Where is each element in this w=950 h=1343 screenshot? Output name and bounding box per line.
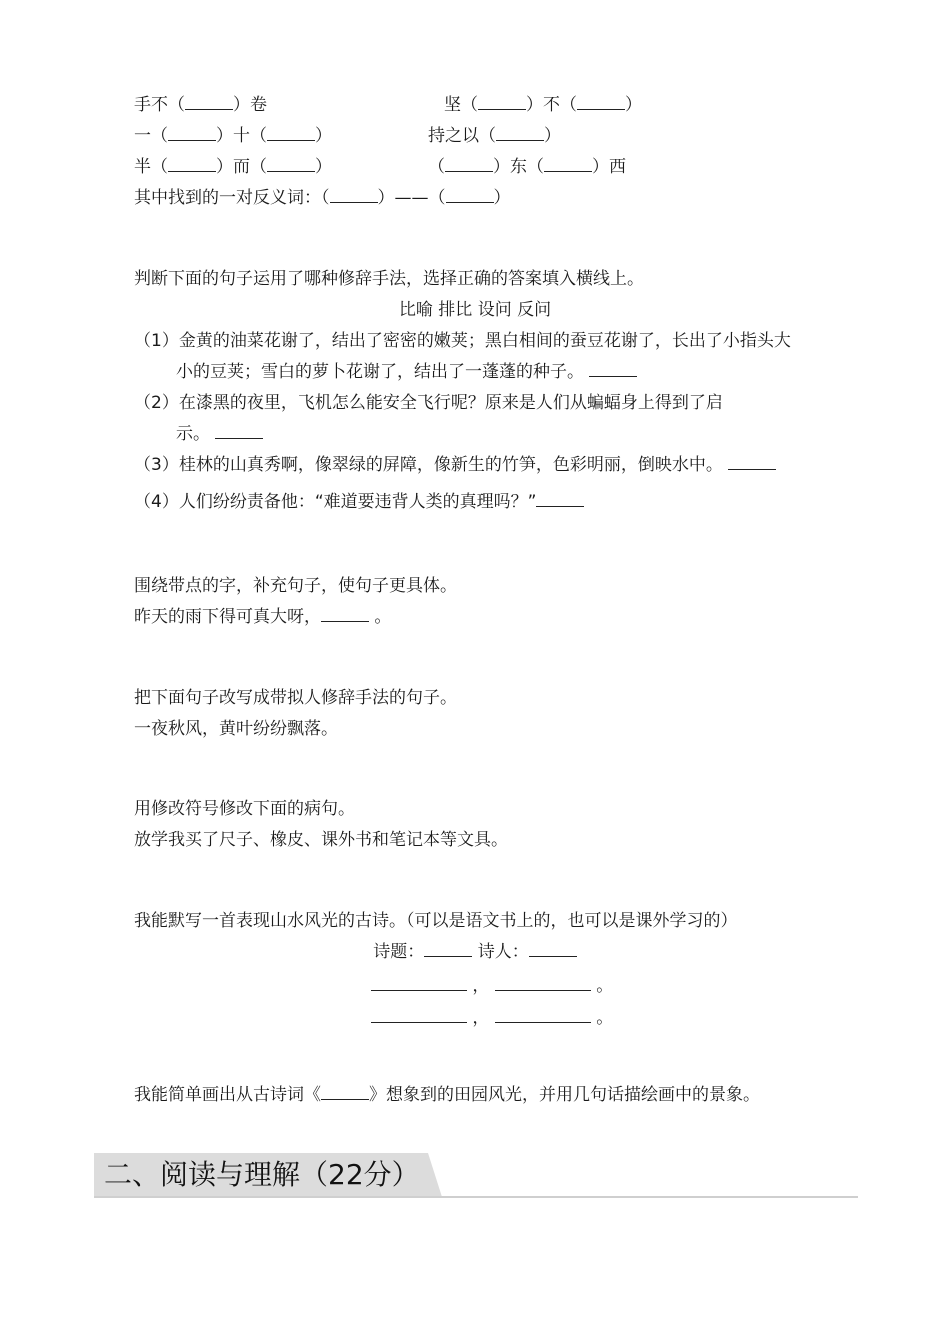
answer-blank[interactable] <box>330 188 378 203</box>
answer-blank[interactable] <box>215 424 263 439</box>
answer-blank[interactable] <box>589 362 637 377</box>
rhetoric-options: 比喻 排比 设问 反问 <box>398 300 552 320</box>
answer-blank[interactable] <box>728 455 776 470</box>
idiom-item-2: 坚（ ）不（ ） <box>444 95 642 115</box>
personification-instruction: 把下面句子改写成带拟人修辞手法的句子。 <box>134 688 457 708</box>
poem-poet-blank[interactable] <box>529 942 577 957</box>
answer-blank[interactable] <box>185 95 233 110</box>
answer-blank[interactable] <box>267 157 315 172</box>
poem-line-1: ， 。 <box>371 975 613 997</box>
correction-sentence: 放学我买了尺子、橡皮、课外书和笔记本等文具。 <box>134 830 508 850</box>
poem-title-blank[interactable] <box>424 942 472 957</box>
rhetoric-question-1-line-1: （1）金黄的油菜花谢了，结出了密密的嫩荚；黑白相间的蚕豆花谢了，长出了小指头大 <box>134 331 791 351</box>
answer-blank[interactable] <box>445 157 493 172</box>
correction-instruction: 用修改符号修改下面的病句。 <box>134 799 355 819</box>
answer-blank[interactable] <box>495 1008 591 1023</box>
rhetoric-question-3: （3）桂林的山真秀啊，像翠绿的屏障，像新生的竹笋，色彩明丽，倒映水中。 <box>134 454 776 476</box>
section-divider <box>94 1196 858 1198</box>
rhetoric-instruction: 判断下面的句子运用了哪种修辞手法，选择正确的答案填入横线上。 <box>134 269 644 289</box>
answer-blank[interactable] <box>495 976 591 991</box>
rhetoric-question-2-line-1: （2）在漆黑的夜里，飞机怎么能安全飞行呢？原来是人们从蝙蝠身上得到了启 <box>134 393 723 413</box>
rhetoric-question-2-line-2: 示。 <box>176 423 263 445</box>
answer-blank[interactable] <box>371 1008 467 1023</box>
supplement-instruction: 围绕带点的字，补充句子，使句子更具体。 <box>134 576 457 596</box>
rhetoric-question-4: （4）人们纷纷责备他：“难道要违背人类的真理吗？” <box>134 491 584 513</box>
personification-sentence: 一夜秋风，黄叶纷纷飘落。 <box>134 719 338 739</box>
idiom-item-4: 持之以（ ） <box>428 126 561 146</box>
poem-instruction: 我能默写一首表现山水风光的古诗。（可以是语文书上的，也可以是课外学习的） <box>134 911 738 931</box>
idiom-item-5: 半（ ）而（ ） <box>134 157 332 177</box>
answer-blank[interactable] <box>544 157 592 172</box>
answer-blank[interactable] <box>371 976 467 991</box>
answer-blank[interactable] <box>446 188 494 203</box>
answer-blank[interactable] <box>536 492 584 507</box>
poem-title-line: 诗题： 诗人： <box>0 941 950 963</box>
section-title: 二、阅读与理解（22分） <box>104 1158 420 1191</box>
answer-blank[interactable] <box>321 1085 369 1100</box>
antonym-line: 其中找到的一对反义词：（ ）——（ ） <box>134 188 511 208</box>
idiom-item-3: 一（ ）十（ ） <box>134 126 332 146</box>
drawing-instruction: 我能简单画出从古诗词《 》想象到的田园风光，并用几句话描绘画中的景象。 <box>134 1085 760 1105</box>
idiom-item-1: 手不（ ）卷 <box>134 95 267 115</box>
answer-blank[interactable] <box>267 126 315 141</box>
answer-blank[interactable] <box>478 95 526 110</box>
idiom-item-6: （ ）东（ ）西 <box>428 157 626 177</box>
poem-line-2: ， 。 <box>371 1007 613 1029</box>
answer-blank[interactable] <box>496 126 544 141</box>
answer-blank[interactable] <box>577 95 625 110</box>
rhetoric-question-1-line-2: 小的豆荚；雪白的萝卜花谢了，结出了一蓬蓬的种子。 <box>176 361 637 383</box>
supplement-sentence: 昨天的雨下得可真大呀， 。 <box>134 607 392 627</box>
answer-blank[interactable] <box>168 126 216 141</box>
answer-blank[interactable] <box>321 607 369 622</box>
answer-blank[interactable] <box>168 157 216 172</box>
